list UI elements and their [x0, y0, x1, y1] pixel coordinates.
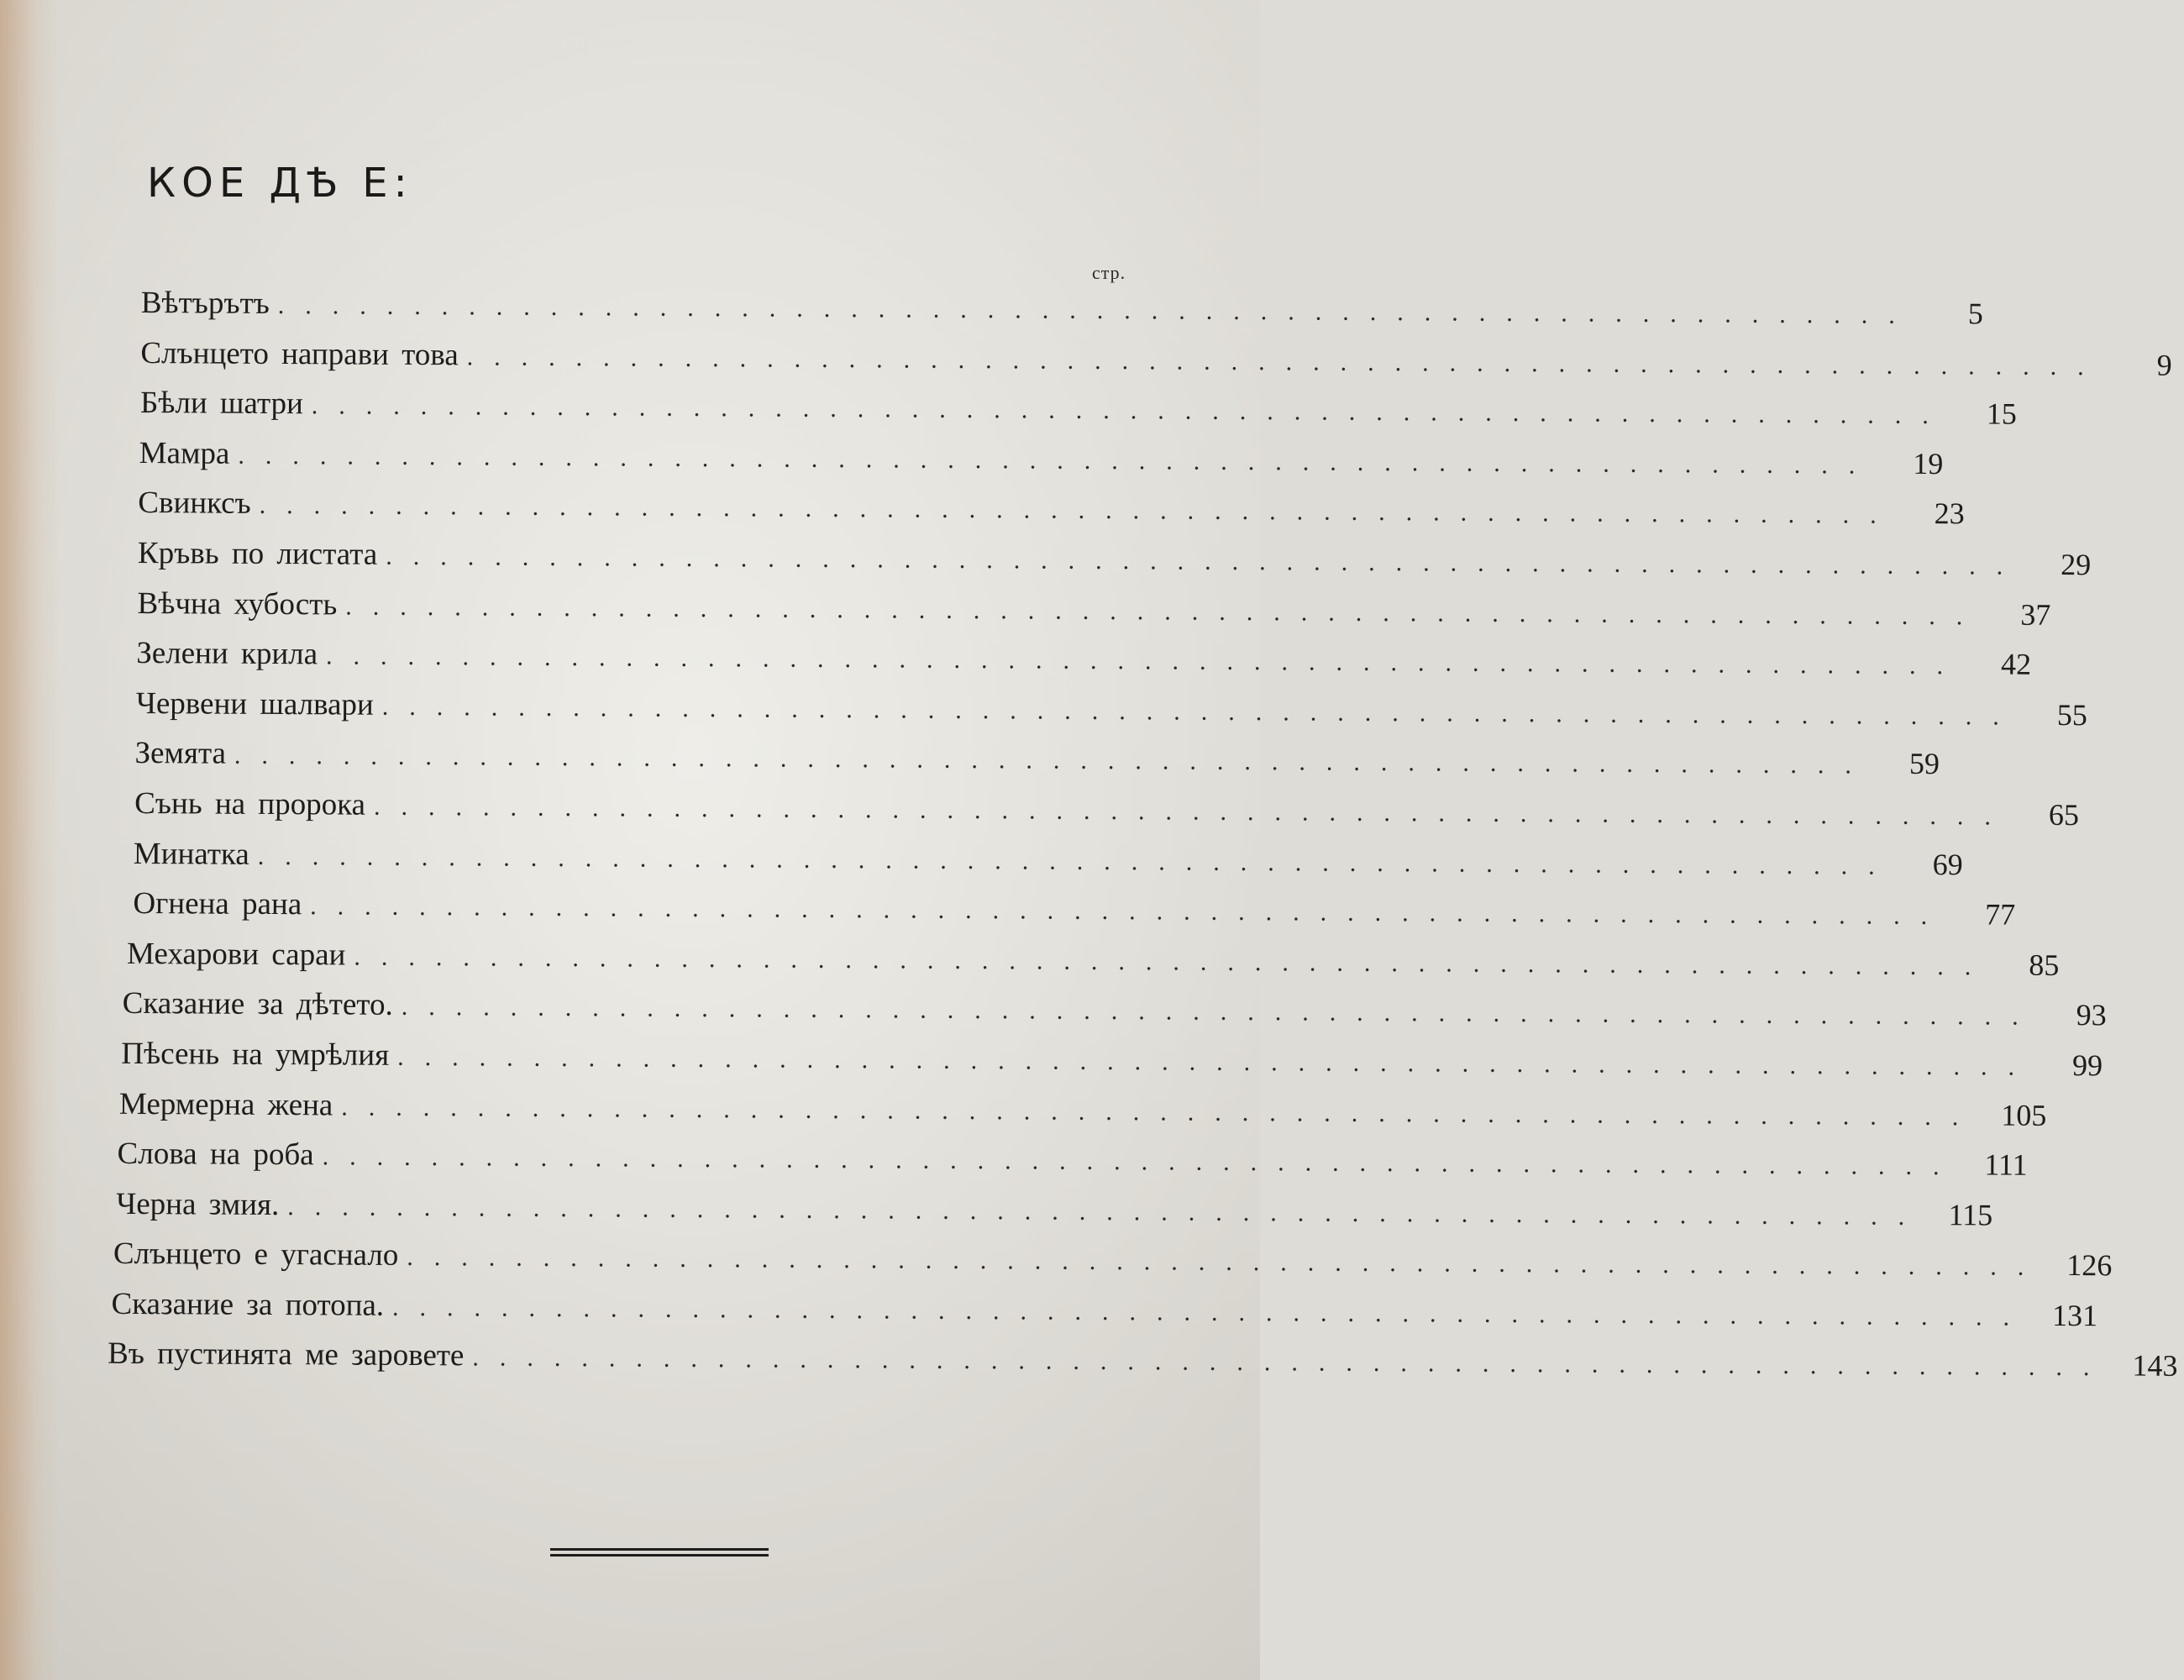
toc-entry — [0, 828, 1963, 885]
toc-entry-title: Бѣли шатри — [139, 386, 303, 422]
toc-entry-title: Кръвь по листата — [137, 535, 378, 572]
toc-entry-title: Мермерна жена — [118, 1086, 333, 1122]
toc-entry — [0, 1128, 2028, 1185]
dot-leader: ............................................................ — [381, 692, 2020, 731]
dot-leader: ............................................................ — [401, 993, 2040, 1032]
toc-entry — [0, 1278, 2098, 1336]
toc-entry — [0, 1328, 2178, 1385]
table-of-contents — [0, 277, 2178, 1386]
toc-entry — [0, 1179, 1993, 1236]
dot-leader: ............................................................ — [345, 592, 1984, 630]
page-column-label: стр. — [1092, 262, 1126, 283]
toc-entry-title: Вѣчна хубость — [137, 585, 338, 622]
toc-entry-title: Сънь на пророка — [134, 785, 366, 822]
dot-leader: ............................................................ — [234, 742, 1873, 780]
dot-leader: ............................................................ — [373, 792, 2013, 831]
dot-leader: ............................................................ — [354, 942, 1992, 981]
dot-leader: ............................................................ — [322, 1142, 1961, 1181]
dot-leader: ............................................................ — [326, 642, 1965, 680]
toc-entry — [0, 528, 2092, 585]
dot-leader: ............................................................ — [311, 391, 1950, 430]
closing-double-rule — [550, 1548, 769, 1557]
toc-entry-title: Сказание за потопа. — [111, 1286, 385, 1323]
toc-entry — [0, 878, 2016, 935]
toc-entry — [0, 778, 2080, 835]
toc-entry-page-number: 55 — [2056, 697, 2087, 732]
toc-entry-page-number: 85 — [2029, 948, 2060, 982]
dot-leader: ............................................................ — [397, 1042, 2036, 1081]
toc-entry-title: Слънцето е угаснало — [113, 1236, 399, 1273]
toc-entry — [0, 678, 2087, 735]
toc-entry — [0, 1228, 2113, 1285]
dot-leader: ............................................................ — [238, 441, 1877, 480]
dot-leader: ............................................................ — [257, 842, 1896, 880]
toc-entry — [0, 1028, 2103, 1085]
toc-entry-page-number: 42 — [2000, 647, 2032, 681]
dot-leader: ............................................................ — [259, 491, 1898, 530]
toc-entry — [0, 377, 2017, 434]
toc-entry-title: Земята — [134, 736, 227, 771]
toc-entry — [0, 727, 1940, 785]
toc-entry — [0, 978, 2107, 1035]
toc-entry — [0, 428, 1944, 485]
toc-entry-page-number: 143 — [2132, 1348, 2178, 1383]
toc-entry-page-number: 15 — [1986, 396, 2017, 431]
toc-entry-page-number: 9 — [2156, 348, 2172, 382]
toc-entry — [0, 328, 2172, 385]
toc-entry-page-number: 111 — [1984, 1147, 2028, 1182]
toc-entry-page-number: 19 — [1913, 446, 1944, 480]
toc-entry — [0, 277, 1983, 334]
toc-entry-title: Минатка — [133, 836, 249, 872]
toc-entry-title: Червени шалвари — [135, 685, 374, 722]
toc-entry — [0, 1078, 2047, 1135]
toc-entry-title: Свинксъ — [138, 486, 251, 522]
toc-heading: КОЕ ДѢ Е: — [147, 160, 413, 207]
toc-entry-title: Слова на роба — [117, 1136, 314, 1173]
toc-entry-page-number: 93 — [2076, 998, 2107, 1032]
toc-entry-page-number: 65 — [2048, 797, 2080, 832]
dot-leader: ............................................................ — [287, 1192, 1926, 1231]
toc-entry-title: Мехарови сараи — [126, 936, 346, 973]
toc-entry-page-number: 59 — [1908, 747, 1940, 781]
toc-entry-page-number: 126 — [2066, 1248, 2113, 1283]
toc-entry-page-number: 77 — [1985, 897, 2016, 932]
toc-entry — [0, 627, 2032, 685]
toc-entry-title: Зелени крила — [136, 636, 318, 672]
dot-leader: ............................................................ — [341, 1093, 1980, 1131]
toc-entry — [0, 928, 2060, 985]
dot-leader: ............................................................ — [386, 542, 2024, 580]
dot-leader: ............................................................ — [392, 1293, 2031, 1331]
dot-leader: ............................................................ — [407, 1243, 2045, 1282]
toc-entry-page-number: 131 — [2051, 1298, 2098, 1333]
toc-entry-title: Пѣсень на умрѣлия — [121, 1036, 390, 1073]
toc-entry-page-number: 23 — [1934, 496, 1965, 531]
dot-leader: ............................................................ — [310, 892, 1949, 931]
toc-entry-page-number: 29 — [2061, 547, 2092, 582]
toc-entry-title: Въ пустинята ме заровете — [108, 1336, 465, 1373]
dot-leader: ............................................................ — [277, 291, 1916, 329]
toc-entry-page-number: 5 — [1967, 297, 1983, 331]
toc-entry-page-number: 99 — [2072, 1047, 2103, 1083]
toc-entry-title: Слънцето направи това — [140, 335, 459, 372]
toc-entry-title: Мамра — [139, 435, 230, 471]
toc-entry — [0, 477, 1965, 534]
toc-entry-title: Черна змия. — [116, 1186, 280, 1222]
toc-entry-page-number: 37 — [2020, 597, 2051, 632]
toc-entry-page-number: 115 — [1948, 1197, 1993, 1232]
toc-entry-title: Сказание за дѣтето. — [122, 986, 393, 1023]
toc-entry-title: Огнена рана — [133, 886, 302, 922]
toc-entry — [0, 578, 2051, 635]
dot-leader: ............................................................ — [472, 1343, 2111, 1382]
dot-leader: ............................................................ — [466, 342, 2105, 381]
toc-entry-page-number: 69 — [1932, 847, 1963, 881]
toc-entry-title: Вѣтърътъ — [140, 286, 270, 321]
toc-entry-page-number: 105 — [2001, 1098, 2047, 1132]
